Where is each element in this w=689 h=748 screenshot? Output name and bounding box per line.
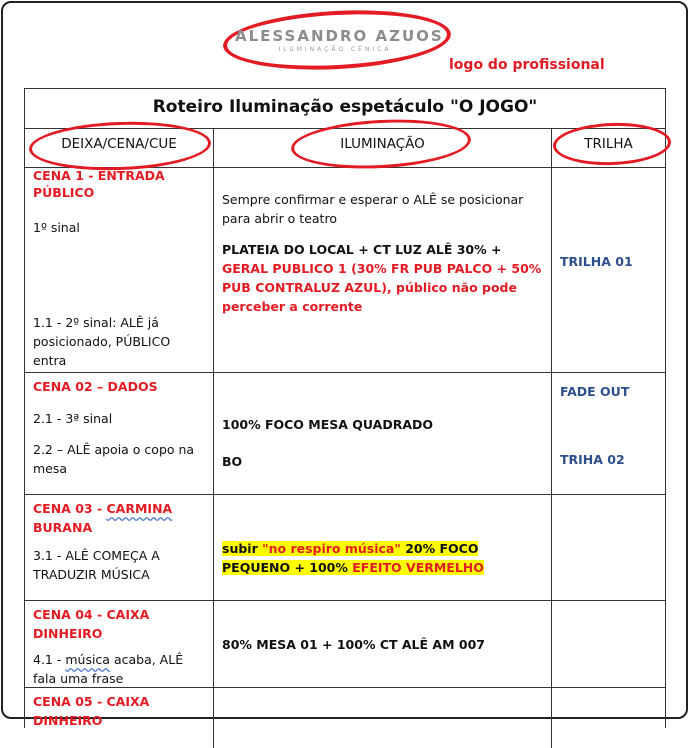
table-row (25, 373, 665, 495)
lighting-instruction: 80% MESA 01 + 100% CT ALÊ AM 007 (222, 637, 485, 652)
header-lighting: ILUMINAÇÃO (214, 129, 552, 167)
lighting-cell (214, 168, 552, 374)
header-track: TRILHA (584, 136, 633, 152)
track-label: TRIHA 02 (560, 452, 625, 467)
table-row (25, 168, 665, 373)
scene-title: CENA 1 - ENTRADA PÚBLICO (33, 168, 165, 200)
table-row (25, 495, 665, 601)
logo-annotation: logo do profissional (449, 57, 605, 73)
lighting-cell (214, 373, 552, 494)
track-cell (552, 688, 665, 748)
track-cell (552, 168, 665, 374)
scene-title: CENA 03 - CARMINA BURANA (33, 501, 173, 535)
track-label: TRILHA 01 (560, 254, 633, 269)
logo-subtitle: ILUMINAÇÃO CÊNICA (278, 46, 392, 53)
lighting-instruction: 100% FOCO MESA QUADRADO (222, 417, 434, 432)
scene-title: CENA 04 - CAIXA DINHEIRO (33, 607, 150, 641)
track-label: FADE OUT (560, 384, 630, 399)
lighting-cell (214, 601, 552, 692)
cue-cell (25, 168, 214, 374)
cue-text: 3.1 - ALÊ COMEÇA A TRADUZIR MÚSICA (33, 548, 160, 582)
cue-text: 1.1 - 2º sinal: ALÊ já posicionado, PÚBLICO entra (33, 315, 171, 368)
lighting-instruction: subir "no respiro música" 20% FOCO PEQUENO + 100% EFEITO VERMELHO (222, 541, 484, 575)
cue-text: 2.1 - 3ª sinal (33, 411, 113, 426)
track-cell (552, 373, 665, 494)
lighting-instruction: BO (222, 454, 243, 469)
page-frame (1, 1, 688, 728)
document-title: Roteiro Iluminação espetáculo "O JOGO" (25, 89, 665, 129)
lighting-cell (214, 688, 552, 748)
cue-text: 2.2 – ALÊ apoia o copo na mesa (33, 442, 195, 476)
header-cue: DEIXA/CENA/CUE (25, 129, 214, 167)
cue-cell (25, 601, 214, 692)
cue-cell (25, 373, 214, 494)
scene-title: CENA 02 – DADOS (33, 379, 158, 394)
cue-cell (25, 688, 214, 748)
logo (235, 27, 444, 53)
table-row (25, 688, 665, 748)
lighting-cell (214, 495, 552, 600)
logo-name: ALESSANDRO AZUOS (235, 27, 444, 45)
table-header-row (25, 129, 665, 168)
table-row (25, 601, 665, 688)
script-table (24, 88, 666, 728)
cue-text: 4.1 - música acaba, ALÊ fala uma frase (33, 652, 184, 686)
lighting-note: Sempre confirmar e esperar o ALÊ se posicionar para abrir o teatro (222, 192, 524, 226)
scene-title: CENA 05 - CAIXA DINHEIRO (33, 694, 150, 728)
track-cell (552, 495, 665, 600)
track-cell (552, 601, 665, 692)
cue-cell (25, 495, 214, 600)
cue-text: 1º sinal (33, 220, 80, 235)
lighting-instruction: PLATEIA DO LOCAL + CT LUZ ALÊ 30% + GERAL PUBLICO 1 (30% FR PUB PALCO + 50% PUB CONTRALUZ AZUL), público não pode perceber a corrente (222, 242, 542, 314)
